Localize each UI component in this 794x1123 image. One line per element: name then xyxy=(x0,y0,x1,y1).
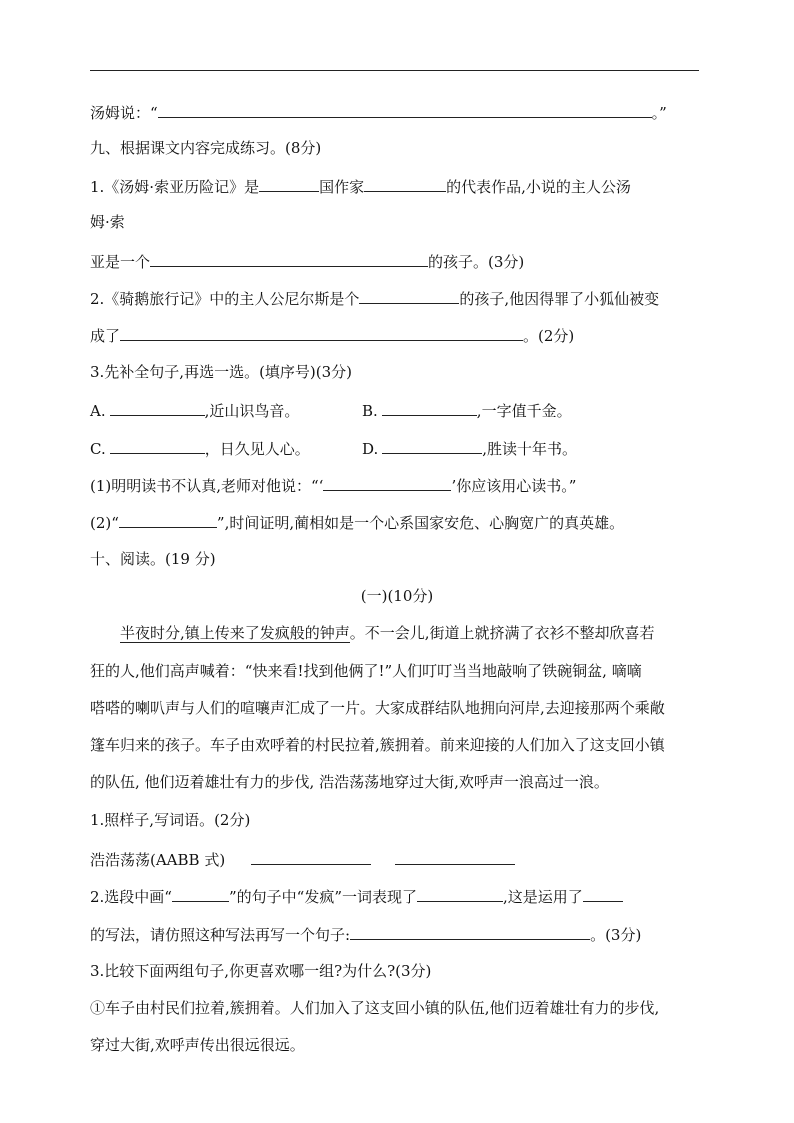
passage-line-3: 嗒嗒的喇叭声与人们的喧嚷声汇成了一片。大家成群结队地拥向河岸,去迎接那两个乘敞 xyxy=(90,699,665,717)
r2-text-b: ”的句子中“发疯”一词表现了 xyxy=(228,888,417,906)
option-a-label: A. xyxy=(90,402,106,420)
passage-line-5: 的队伍, 他们迈着雄壮有力的步伐, 浩浩荡荡地穿过大街,欢呼声一浪高过一浪。 xyxy=(90,773,609,791)
sentence-2-text-b: ”,时间证明,蔺相如是一个心系国家安危、心胸宽广的真英雄。 xyxy=(216,514,625,532)
q1-text-b: 国作家 xyxy=(319,178,365,196)
sentence-1 xyxy=(90,474,576,496)
section-10-title: 十、阅读。(19 分) xyxy=(90,550,216,568)
passage-line-1 xyxy=(90,623,655,645)
q1-text-a: 1.《汤姆·索亚历险记》是 xyxy=(90,178,260,196)
answer-blank[interactable] xyxy=(158,101,652,118)
sentence-2-text-a: (2)“ xyxy=(90,514,119,532)
answer-blank[interactable] xyxy=(364,175,446,192)
tom-says-end: 。” xyxy=(651,104,667,122)
answer-blank[interactable] xyxy=(350,923,590,940)
answer-blank[interactable] xyxy=(359,287,459,304)
answer-blank[interactable] xyxy=(382,437,482,454)
option-b-label: B. xyxy=(362,402,378,420)
answer-blank[interactable] xyxy=(172,885,229,902)
option-d-label: D. xyxy=(362,440,379,458)
r2-text-a: 2.选段中画“ xyxy=(90,888,172,906)
question-9-3-title: 3.先补全句子,再选一选。(填序号)(3分) xyxy=(90,363,353,381)
tom-says-label: 汤姆说：“ xyxy=(90,104,158,122)
r2-text-c: ,这是运用了 xyxy=(503,888,583,906)
reading-question-1: 1.照样子,写词语。(2分) xyxy=(90,811,251,829)
passage-line-1-rest: 。不一会儿,街道上就挤满了衣衫不整却欣喜若 xyxy=(349,624,655,642)
reading-question-1-example xyxy=(90,848,515,870)
answer-blank[interactable] xyxy=(323,474,451,491)
option-a-text: ,近山识鸟音。 xyxy=(204,402,300,420)
option-d-text: ,胜读十年书。 xyxy=(482,440,578,458)
question-9-2 xyxy=(90,287,659,309)
q2-text-b: 的孩子,他因得罪了小狐仙被变 xyxy=(459,290,660,308)
option-1-line-2: 穿过大街,欢呼声传出很远很远。 xyxy=(90,1036,305,1054)
answer-blank[interactable] xyxy=(150,250,428,267)
answer-blank[interactable] xyxy=(120,324,523,341)
answer-blank[interactable] xyxy=(382,399,477,416)
option-b-text: ,一字值千金。 xyxy=(476,402,572,420)
answer-blank[interactable] xyxy=(583,885,623,902)
section-9-title: 九、根据课文内容完成练习。(8分) xyxy=(90,139,322,157)
r2-text-e: 。(3分) xyxy=(590,926,642,944)
q2-text-a: 2.《骑鹅旅行记》中的主人公尼尔斯是个 xyxy=(90,290,360,308)
q1-text-c: 的代表作品,小说的主人公汤 xyxy=(446,178,631,196)
q1-continuation: 姆·索 xyxy=(90,213,125,231)
question-9-2-line2 xyxy=(90,324,574,346)
q2-text-c: 成了 xyxy=(90,327,121,345)
reading-question-2-line2 xyxy=(90,923,641,945)
sentence-1-text-a: (1)明明读书不认真,老师对他说：“‘ xyxy=(90,477,324,495)
passage-line-2: 狂的人,他们高声喊着：“快来看!找到他俩了!”人们叮叮当当地敲响了铁碗铜盆, 嘀嘀 xyxy=(90,662,642,680)
r2-text-d: 的写法，请仿照这种写法再写一个句子: xyxy=(90,926,351,944)
q1-text-e: 的孩子。(3分) xyxy=(428,253,525,271)
option-c-text: ，日久见人心。 xyxy=(204,440,310,458)
answer-blank[interactable] xyxy=(259,175,319,192)
underlined-sentence: 半夜时分,镇上传来了发疯般的钟声 xyxy=(120,624,350,642)
option-c-label: C. xyxy=(90,440,106,458)
line-tom-says xyxy=(90,101,667,123)
reading-question-3: 3.比较下面两组句子,你更喜欢哪一组?为什么?(3分) xyxy=(90,962,432,980)
passage-1-heading: (一)(10分) xyxy=(360,587,434,605)
passage-line-4: 篷车归来的孩子。车子由欢呼着的村民拉着,簇拥着。前来迎接的人们加入了这支回小镇 xyxy=(90,736,665,754)
option-c xyxy=(90,437,310,459)
answer-blank[interactable] xyxy=(251,848,371,865)
answer-blank[interactable] xyxy=(395,848,515,865)
answer-blank[interactable] xyxy=(110,437,205,454)
top-rule xyxy=(90,70,699,71)
sentence-1-text-b: ’你应该用心读书。” xyxy=(451,477,577,495)
option-a xyxy=(90,399,299,421)
option-b xyxy=(362,399,572,421)
reading-question-2 xyxy=(90,885,623,907)
answer-blank[interactable] xyxy=(119,511,217,528)
q1-text-d: 亚是一个 xyxy=(90,253,151,271)
question-9-1-line2 xyxy=(90,250,524,272)
option-d xyxy=(362,437,577,459)
q2-text-d: 。(2分) xyxy=(523,327,575,345)
option-1-line-1: ①车子由村民们拉着,簇拥着。人们加入了这支回小镇的队伍,他们迈着雄壮有力的步伐, xyxy=(90,999,660,1017)
answer-blank[interactable] xyxy=(417,885,503,902)
answer-blank[interactable] xyxy=(110,399,205,416)
question-9-1 xyxy=(90,175,631,197)
example-word: 浩浩荡荡(AABB 式) xyxy=(90,851,226,869)
sentence-2 xyxy=(90,511,624,533)
